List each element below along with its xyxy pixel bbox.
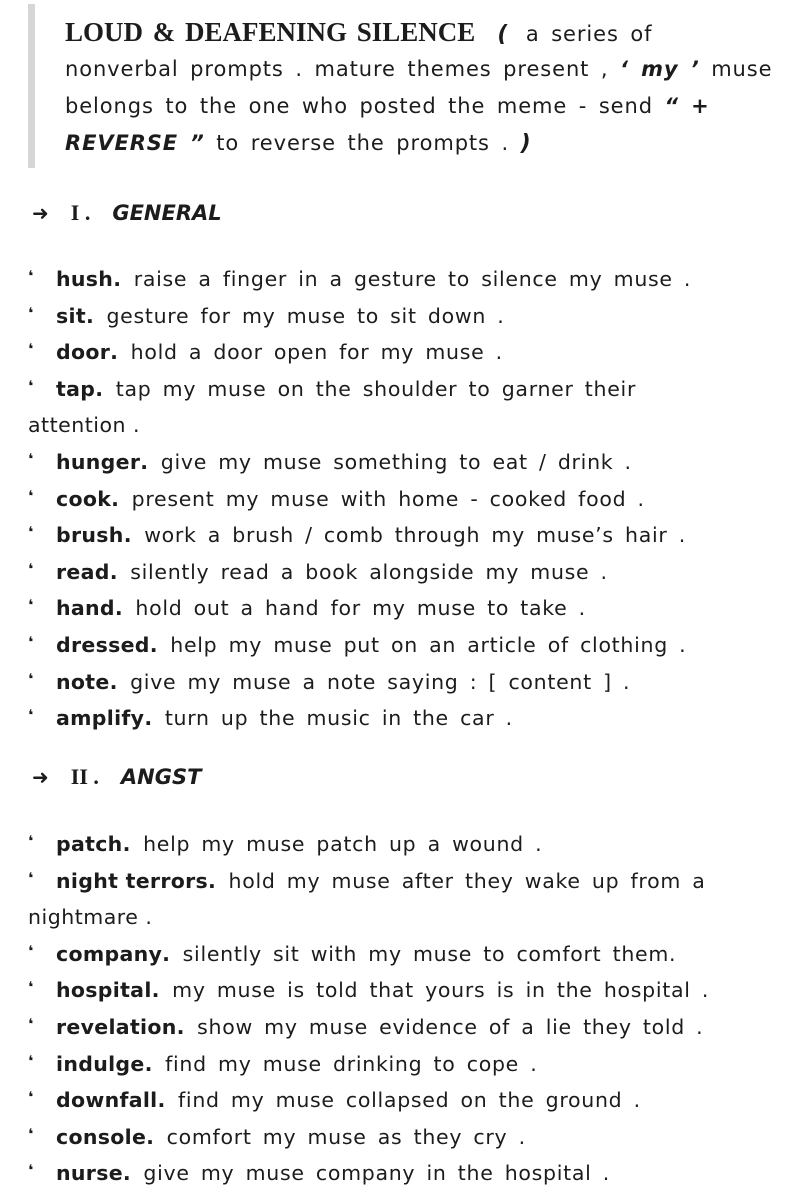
- keyword-dot: .: [151, 978, 161, 1003]
- bullet-icon: ❛: [28, 1161, 34, 1180]
- keyword-dot: .: [109, 669, 119, 694]
- prompt-text: give my muse something to eat / drink .: [160, 449, 632, 474]
- section-name: ANGST: [120, 765, 202, 789]
- prompt-text: my muse is told that yours is in the hospital .: [172, 978, 710, 1003]
- prompt-keyword: patch: [56, 832, 123, 856]
- list-item: [28, 444, 768, 481]
- list-item: [28, 1082, 768, 1119]
- keyword-dot: .: [122, 832, 132, 856]
- prompt-text: give my muse a note saying : [ content ] .: [130, 669, 631, 694]
- list-item: [28, 936, 768, 973]
- list-item: [28, 826, 768, 863]
- prompt-list-general: [28, 261, 768, 737]
- list-item: [28, 1119, 768, 1156]
- prompt-keyword: console: [56, 1124, 147, 1149]
- bullet-icon: ❛: [28, 1014, 34, 1033]
- list-item: [28, 700, 768, 737]
- intro-block: [28, 4, 773, 168]
- prompt-text: give my muse company in the hospital .: [143, 1161, 610, 1186]
- list-item: [28, 517, 768, 554]
- keyword-dot: .: [110, 340, 119, 365]
- bullet-icon: ❛: [28, 941, 34, 960]
- prompt-text: show my muse evidence of a lie they told .: [197, 1014, 704, 1039]
- prompt-keyword: brush: [56, 523, 124, 548]
- keyword-dot: .: [144, 706, 153, 731]
- list-item: [28, 1009, 768, 1046]
- list-item: [28, 1155, 768, 1192]
- list-item: [28, 664, 768, 701]
- prompt-keyword: note: [56, 669, 110, 694]
- prompt-text-continuation: attention .: [28, 413, 141, 438]
- bullet-icon: ❛: [28, 632, 34, 651]
- prompt-keyword: revelation: [56, 1014, 177, 1039]
- intro-text: nonverbal prompts . mature themes present ,: [65, 57, 609, 81]
- keyword-dot: .: [109, 559, 119, 584]
- intro-line-1: [65, 14, 765, 51]
- prompt-text: tap my muse on the shoulder to garner their: [115, 376, 637, 401]
- bullet-icon: ❛: [28, 523, 34, 542]
- keyword-dot: .: [95, 376, 104, 401]
- prompt-text: silently sit with my muse to comfort them.: [182, 941, 677, 966]
- keyword-dot: .: [146, 1124, 155, 1149]
- intro-emphasis: REVERSE ”: [65, 131, 205, 155]
- section-heading-general: [32, 198, 222, 228]
- intro-text: a series of: [525, 22, 653, 46]
- prompt-text: help my muse patch up a wound .: [143, 832, 543, 856]
- keyword-dot: .: [114, 596, 124, 621]
- prompt-text: silently read a book alongside my muse .: [130, 559, 608, 584]
- bullet-icon: ❛: [28, 267, 34, 285]
- prompt-keyword: amplify: [56, 706, 145, 731]
- prompt-keyword: sit: [56, 303, 86, 328]
- intro-text: to reverse the prompts .: [216, 131, 510, 155]
- list-item: [28, 627, 768, 664]
- keyword-dot: .: [157, 1088, 166, 1113]
- keyword-dot: .: [140, 449, 149, 474]
- prompt-keyword: nurse: [56, 1161, 123, 1186]
- list-item: [28, 261, 768, 298]
- keyword-dot: .: [144, 1051, 154, 1076]
- prompt-keyword: read: [56, 559, 110, 584]
- list-item: [28, 590, 768, 627]
- arrow-icon: ➜: [32, 765, 49, 789]
- bullet-icon: ❛: [28, 559, 34, 578]
- prompt-text-continuation: nightmare .: [28, 905, 153, 930]
- bullet-icon: ❛: [28, 868, 34, 887]
- keyword-dot: .: [111, 486, 120, 511]
- prompt-keyword: hush: [56, 267, 114, 291]
- bullet-icon: ❛: [28, 1088, 34, 1107]
- prompt-text: find my muse drinking to cope .: [165, 1051, 538, 1076]
- keyword-dot: .: [123, 523, 133, 548]
- prompt-keyword: downfall: [56, 1088, 158, 1113]
- prompt-text: work a brush / comb through my muse’s hair .: [144, 523, 686, 548]
- keyword-dot: .: [162, 941, 171, 966]
- prompt-text: raise a finger in a gesture to silence my muse .: [133, 267, 692, 291]
- bullet-icon: ❛: [28, 376, 34, 395]
- list-item: [28, 554, 768, 591]
- section-numeral: II .: [70, 764, 99, 789]
- list-item: [28, 334, 768, 371]
- keyword-dot: .: [113, 267, 122, 291]
- prompt-text: hold my muse after they wake up from a: [228, 868, 706, 893]
- section-heading-angst: [32, 762, 201, 792]
- intro-line-3: [65, 88, 765, 125]
- intro-emphasis: ‘ my ’: [620, 57, 700, 81]
- prompt-keyword: company: [56, 941, 163, 966]
- list-item: [28, 481, 768, 518]
- bullet-icon: ❛: [28, 832, 34, 850]
- prompt-text: help my muse put on an article of clothing .: [170, 632, 687, 657]
- bullet-icon: ❛: [28, 303, 34, 322]
- bullet-icon: ❛: [28, 340, 34, 359]
- prompt-text: hold out a hand for my muse to take .: [135, 596, 586, 621]
- open-paren: (: [497, 22, 509, 47]
- intro-text: muse: [711, 57, 773, 81]
- bullet-icon: ❛: [28, 706, 34, 725]
- prompt-keyword: dressed: [56, 632, 150, 657]
- prompt-text: turn up the music in the car .: [164, 706, 513, 731]
- prompt-keyword: tap: [56, 376, 96, 401]
- section-name: GENERAL: [112, 201, 222, 225]
- prompt-keyword: hospital: [56, 978, 152, 1003]
- page-title: LOUD & DEAFENING SILENCE: [65, 17, 476, 47]
- prompt-keyword: hand: [56, 596, 115, 621]
- keyword-dot: .: [85, 303, 95, 328]
- list-item: [28, 298, 768, 335]
- prompt-keyword: indulge: [56, 1051, 145, 1076]
- prompt-text: comfort my muse as they cry .: [166, 1124, 526, 1149]
- prompt-keyword: door: [56, 340, 111, 365]
- bullet-icon: ❛: [28, 596, 34, 615]
- bullet-icon: ❛: [28, 978, 34, 997]
- list-item: [28, 972, 768, 1009]
- intro-emphasis: “ +: [664, 94, 710, 118]
- prompt-keyword: night terrors: [56, 868, 209, 893]
- keyword-dot: .: [149, 632, 159, 657]
- prompt-keyword: cook: [56, 486, 112, 511]
- bullet-icon: ❛: [28, 1051, 34, 1070]
- prompt-list-angst: [28, 826, 768, 1192]
- intro-line-2: [65, 51, 773, 88]
- bullet-icon: ❛: [28, 669, 34, 688]
- list-item: [28, 1046, 768, 1083]
- bullet-icon: ❛: [28, 449, 34, 468]
- list-item: [28, 371, 768, 408]
- prompt-text: gesture for my muse to sit down .: [106, 303, 505, 328]
- list-item: [28, 863, 768, 900]
- keyword-dot: .: [122, 1161, 132, 1186]
- bullet-icon: ❛: [28, 486, 34, 505]
- keyword-dot: .: [176, 1014, 186, 1039]
- intro-text: belongs to the one who posted the meme - send: [65, 94, 653, 118]
- close-paren: ): [520, 131, 532, 156]
- prompt-text: find my muse collapsed on the ground .: [178, 1088, 641, 1113]
- prompt-text: hold a door open for my muse .: [130, 340, 503, 365]
- arrow-icon: ➜: [32, 201, 49, 225]
- prompt-keyword: hunger: [56, 449, 141, 474]
- intro-line-4: [65, 125, 765, 162]
- bullet-icon: ❛: [28, 1124, 34, 1143]
- keyword-dot: .: [208, 868, 217, 893]
- section-numeral: I .: [70, 200, 91, 225]
- prompt-text: present my muse with home - cooked food .: [131, 486, 645, 511]
